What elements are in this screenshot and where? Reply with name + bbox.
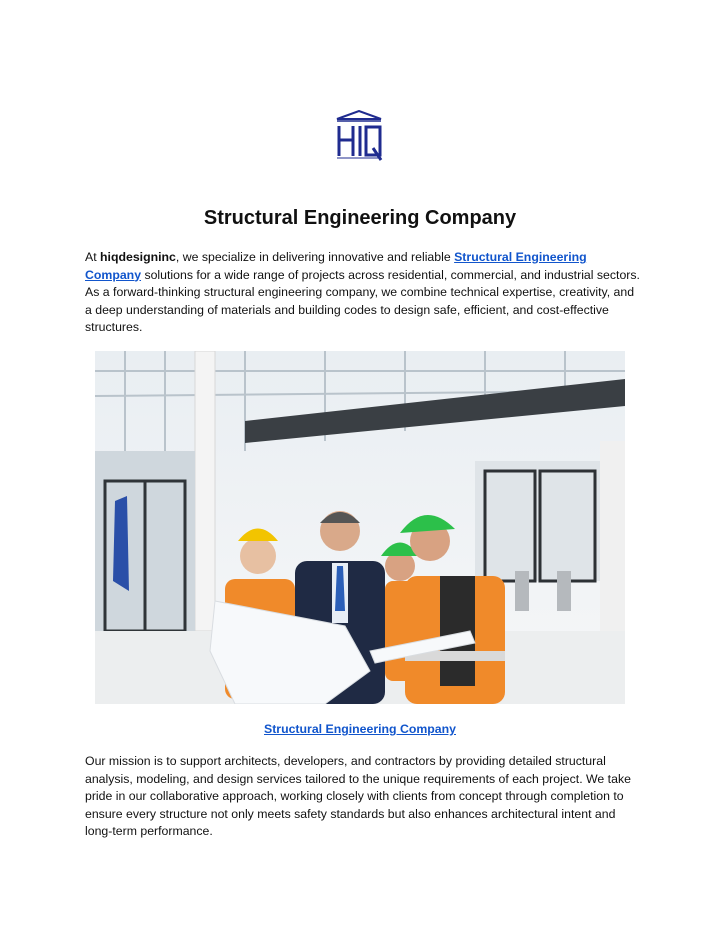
mission-paragraph: Our mission is to support architects, developers, and contractors by providing detailed structural analysis, modeling, and design services tailored to the unique requirements of each project. We take pride in our collaborative approach, working closely with clients from concept through completion to ensure every structure not only meets safety standards but also enhances architectural intent and long-term performance. bbox=[85, 754, 631, 838]
intro-suffix: solutions for a wide range of projects across residential, commercial, and industrial sectors. As a forward-thinking structural engineering company, we combine technical expertise, creativity, and a deep understanding of materials and building codes to design safe, efficient, and cost-effective structures. bbox=[85, 267, 640, 334]
intro-paragraph bbox=[85, 249, 640, 337]
intro-prefix: At bbox=[85, 250, 101, 264]
structural-engineering-link[interactable]: Structural Engineering Company bbox=[85, 250, 587, 282]
engineers-photo bbox=[95, 351, 625, 704]
image-caption bbox=[0, 722, 720, 736]
hiq-logo bbox=[331, 110, 387, 164]
page-title: Structural Engineering Company bbox=[203, 207, 517, 229]
caption-link[interactable]: Structural Engineering Company bbox=[264, 722, 456, 736]
brand-name: hiqdesigninc bbox=[100, 250, 176, 264]
intro-middle: , we specialize in delivering innovative and reliable bbox=[175, 250, 455, 264]
